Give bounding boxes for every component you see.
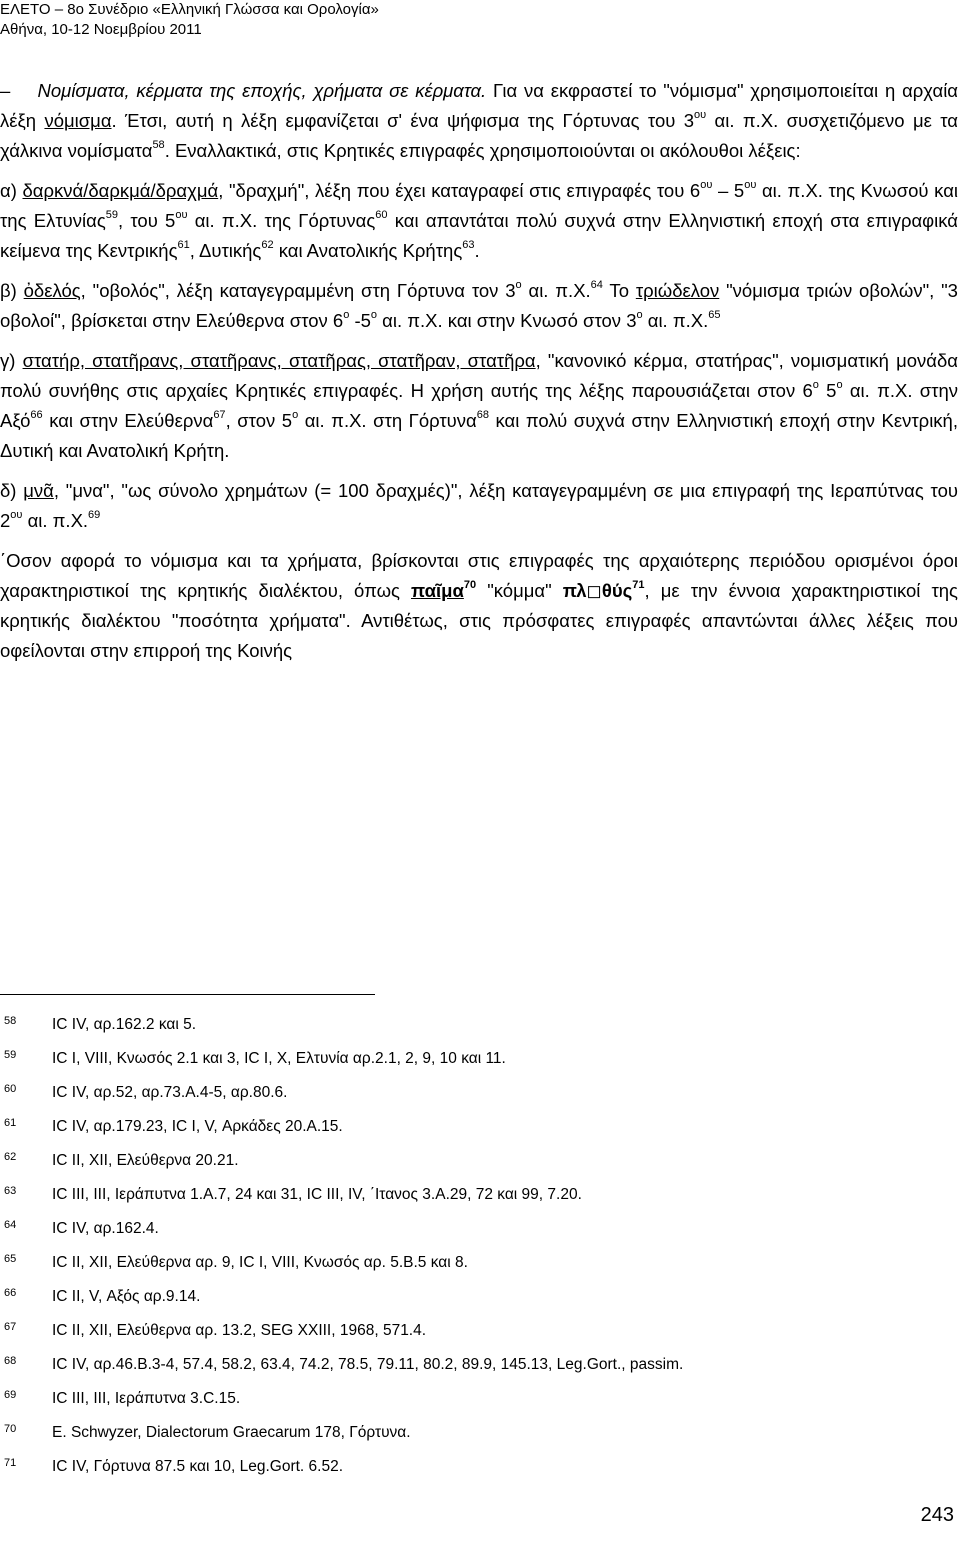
term-nomisma: νόμισμα [44, 110, 112, 131]
footnote-item [0, 1180, 958, 1214]
footnote-number: 62 [4, 1151, 17, 1163]
section-italic-title: Νομίσματα, κέρματα της εποχής, χρήματα σε κέρματα. [37, 80, 487, 101]
footnote-text: IC IV, Γόρτυνα 87.5 και 10, Leg.Gort. 6.52. [52, 1458, 344, 1475]
footnote-item [0, 1112, 958, 1146]
footnote-ref-67[interactable]: 67 [213, 408, 226, 421]
footnote-number: 64 [4, 1219, 17, 1231]
paragraph-obol: β) ὀδελός, "οβολός", λέξη καταγεγραμμένη στη Γόρτυνα τον $3^o$ αι. π.Χ.$^{64}$ Το τριώδελον "νόμισμα τριών οβολών", "3 οβολοί", βρίσκεται στην Ελεύθερνα στον $6^o$ $-5^o$ αι. π.Χ. και στην Κνωσό στον $3^o$ αι. π.Χ.$^{65}$ [0, 278, 958, 331]
footnote-number: 65 [4, 1253, 17, 1265]
footnote-text: E. Schwyzer, Dialectorum Graecarum 178, Γόρτυνα. [52, 1424, 411, 1441]
footnote-ref-65[interactable]: 65 [708, 308, 721, 321]
footnote-item [0, 1078, 958, 1112]
footnote-item [0, 1146, 958, 1180]
footnote-text: IC II, XII, Ελεύθερνα αρ. 9, IC I, VIII, Κνωσός αρ. 5.Β.5 και 8. [52, 1254, 468, 1271]
term-plethys: πλ◻θύς [562, 580, 633, 601]
footnote-item [0, 1384, 958, 1418]
footnote-ref-60[interactable]: 60 [375, 208, 388, 221]
footnote-ref-70[interactable]: 70 [463, 578, 477, 591]
dash: – [0, 80, 11, 101]
footnote-ref-63[interactable]: 63 [462, 238, 475, 251]
footnote-text: IC III, III, Ιεράπυτνα 3.C.15. [52, 1390, 241, 1407]
footnote-text: IC IV, αρ.162.4. [52, 1220, 159, 1237]
footnote-item [0, 1010, 958, 1044]
running-header [0, 0, 379, 40]
paragraph-mna: δ) μνᾶ, "μνα", "ως σύνολο χρημάτων (= 100 δραχμές)", λέξη καταγεγραμμένη σε μια επιγραφή της Ιεραπύτνας του $2^{o\upsilon}$ αι. π.Χ.$^{69}$ [0, 480, 958, 531]
footnote-ref-64[interactable]: 64 [590, 278, 603, 291]
term-mna: μνᾶ [23, 480, 54, 501]
footnote-text: IC II, XII, Ελεύθερνα αρ. 13.2, SEG XXIII, 1968, 571.4. [52, 1322, 427, 1339]
footnote-ref-58[interactable]: 58 [152, 138, 165, 151]
footnote-item [0, 1214, 958, 1248]
footnote-item [0, 1248, 958, 1282]
paragraph-stater: γ) στατήρ, στατῆρανς, στατῆρανς, στατῆρας, στατῆραν, στατῆρα, "κανονικό κέρμα, στατήρας", νομισματική μονάδα πολύ συνήθης στις αρχαίες Κρητικές επιγραφές. Η χρήση αυτής της λέξης παρουσιάζεται στον $6^o$ $5^o$ αι. π.Χ. στην Αξό$^{66}$ και στην Ελεύθερνα$^{67}$, στον $5^o$ αι. π.Χ. στη Γόρτυνα$^{68}$ και πολύ συχνά στην Ελληνιστική εποχή στην Κεντρική, Δυτική και Ανατολική Κρήτη. [0, 350, 958, 461]
footnote-number: 58 [4, 1015, 17, 1027]
footnote-text: IC IV, αρ.162.2 και 5. [52, 1016, 197, 1033]
footnote-ref-59[interactable]: 59 [105, 208, 118, 221]
footnotes [0, 1010, 958, 1486]
main-text [0, 76, 958, 676]
footnote-ref-68[interactable]: 68 [476, 408, 489, 421]
term-drachma: δαρκνά/δαρκμά/δραχμά [22, 180, 219, 201]
footnote-number: 69 [4, 1389, 17, 1401]
footnote-number: 68 [4, 1355, 17, 1367]
footnote-ref-69[interactable]: 69 [88, 508, 101, 521]
header-date-place: Αθήνα, 10-12 Νοεμβρίου 2011 [0, 21, 202, 38]
term-paima: παῖμα [411, 580, 464, 601]
footnote-item [0, 1282, 958, 1316]
footnote-text: IC II, V, Αξός αρ.9.14. [52, 1288, 201, 1305]
footnote-text: IC I, VIII, Κνωσός 2.1 και 3, IC I, X, Ελτυνία αρ.2.1, 2, 9, 10 και 11. [52, 1050, 506, 1067]
footnote-ref-66[interactable]: 66 [30, 408, 43, 421]
footnote-ref-71[interactable]: 71 [632, 578, 645, 591]
footnote-number: 60 [4, 1083, 17, 1095]
footnote-item [0, 1350, 958, 1384]
footnote-separator [0, 994, 375, 995]
footnote-number: 66 [4, 1287, 17, 1299]
footnote-text: IC III, III, Ιεράπυτνα 1.Α.7, 24 και 31, IC III, IV, ΄Ιτανος 3.Α.29, 72 και 99, 7.20. [52, 1186, 582, 1203]
footnote-ref-62[interactable]: 62 [261, 238, 274, 251]
footnote-item [0, 1044, 958, 1078]
footnote-text: IC IV, αρ.179.23, IC I, V, Αρκάδες 20.Α.15. [52, 1118, 343, 1135]
footnote-number: 70 [4, 1423, 17, 1435]
footnote-number: 71 [4, 1457, 17, 1469]
term-triodelon: τριώδελον [635, 280, 720, 301]
paragraph-coins-intro: – Νομίσματα, κέρματα της εποχής, χρήματα σε κέρματα. Για να εκφραστεί το "νόμισμα" χρησιμοποιείται η αρχαία λέξη νόμισμα. Έτσι, αυτή η λέξη εμφανίζεται σ' ένα ψήφισμα της Γόρτυνας του $3^{o\upsilon}$ αι. π.Χ. συσχετιζόμενο με τα χάλκινα νομίσματα$^{58}$. Εναλλακτικά, στις Κρητικές επιγραφές χρησιμοποιούνται οι ακόλουθοι λέξεις: [0, 80, 958, 161]
footnote-number: 63 [4, 1185, 17, 1197]
term-odelos: ὀδελός [23, 280, 81, 301]
footnote-text: IC IV, αρ.46.Β.3-4, 57.4, 58.2, 63.4, 74.2, 78.5, 79.11, 80.2, 89.9, 145.13, Leg.Gort., passim. [52, 1356, 684, 1373]
footnote-text: IC II, XII, Ελεύθερνα 20.21. [52, 1152, 239, 1169]
page-number: 243 [920, 1504, 954, 1526]
footnote-ref-61[interactable]: 61 [177, 238, 190, 251]
paragraph-drachma: α) δαρκνά/δαρκμά/δραχμά, "δραχμή", λέξη που έχει καταγραφεί στις επιγραφές του $6^{o\upsilon} - 5^{o\upsilon}$ αι. π.Χ. της Κνωσού και της Ελτυνίας$^{59}$, του $5^{o\upsilon}$ αι. π.Χ. της Γόρτυνας$^{60}$ και απαντάται πολύ συχνά στην Ελληνιστική εποχή στα επιγραφικά κείμενα της Κεντρικής$^{61}$, Δυτικής$^{62}$ και Ανατολικής Κρήτης$^{63}$. [0, 178, 959, 261]
footnote-text: IC IV, αρ.52, αρ.73.Α.4-5, αρ.80.6. [52, 1084, 288, 1101]
header-conference-title: ΕΛΕΤΟ – 8ο Συνέδριο «Ελληνική Γλώσσα και Ορολογία» [0, 1, 379, 18]
footnote-item [0, 1452, 958, 1486]
footnote-item [0, 1316, 958, 1350]
paragraph-dialect-terms: ΄Οσον αφορά το νόμισμα και τα χρήματα, βρίσκονται στις επιγραφές της αρχαιότερης περιόδου ορισμένοι όροι χαρακτηριστικοί της κρητικής διαλέκτου, όπως παῖμα$^{70}$ "κόμμα" πλ◻θύς$^{71}$, με την έννοια χαρακτηριστικοί της κρητικής διαλέκτου "ποσότητα χρήματα". Αντιθέτως, στις πρόσφατες επιγραφές απαντώνται άλλες λέξεις που οφείλονται στην επιρροή της Κοινής [0, 550, 958, 661]
footnote-number: 59 [4, 1049, 17, 1061]
footnote-number: 61 [4, 1117, 17, 1129]
footnote-number: 67 [4, 1321, 17, 1333]
term-stater: στατήρ, στατῆρανς, στατῆρανς, στατῆρας, στατῆραν, στατῆρα [22, 350, 536, 371]
footnote-item [0, 1418, 958, 1452]
